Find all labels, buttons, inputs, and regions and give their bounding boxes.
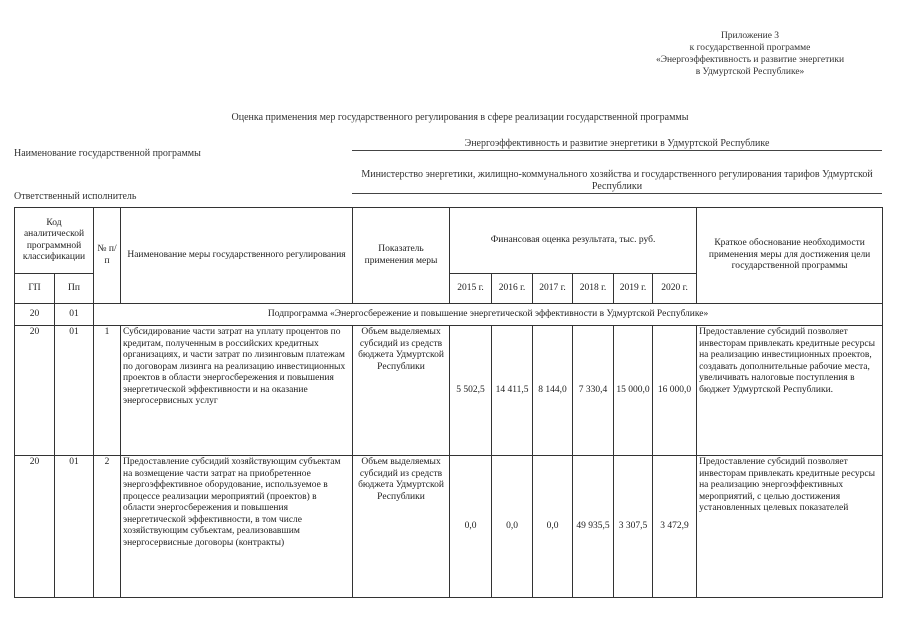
- appendix-block: [600, 30, 900, 78]
- header-year: 2015 г.: [450, 274, 492, 304]
- row-value: 3 307,5: [614, 456, 653, 598]
- executor-label: Ответственный исполнитель: [14, 191, 137, 202]
- header-indicator: Показатель применения меры: [353, 208, 450, 304]
- subprogram-pp: 01: [55, 304, 94, 326]
- row-value: 15 000,0: [614, 326, 653, 456]
- header-year: 2018 г.: [573, 274, 614, 304]
- row-pp: 01: [55, 456, 94, 598]
- row-value: 14 411,5: [492, 326, 533, 456]
- row-indicator: Объем выделяемых субсидий из средств бюджета Удмуртской Республики: [353, 326, 450, 456]
- appendix-line-3: «Энергоэффективность и развитие энергетики: [655, 55, 845, 65]
- header-justification: Краткое обоснование необходимости применения меры для достижения цели государственной программы: [697, 208, 883, 304]
- program-value: Энергоэффективность и развитие энергетики в Удмуртской Республике: [352, 138, 882, 151]
- row-value: 7 330,4: [573, 326, 614, 456]
- subprogram-row: [15, 304, 883, 326]
- row-value: 16 000,0: [653, 326, 697, 456]
- header-year: 2016 г.: [492, 274, 533, 304]
- row-justification: Предоставление субсидий позволяет инвесторам привлекать кредитные ресурсы на реализацию энергоэффективных мероприятий, с целью достижения установленных целевых показателей: [697, 456, 883, 598]
- row-pp: 01: [55, 326, 94, 456]
- row-no: 1: [94, 326, 121, 456]
- row-value: 0,0: [492, 456, 533, 598]
- measures-table: [14, 207, 883, 598]
- row-gp: 20: [15, 456, 55, 598]
- table-row: [15, 456, 883, 598]
- executor-value: Министерство энергетики, жилищно-коммунального хозяйства и государственного регулирования тарифов Удмуртской Республики: [352, 169, 882, 194]
- header-measure: Наименование меры государственного регулирования: [121, 208, 353, 304]
- row-no: 2: [94, 456, 121, 598]
- header-gp: ГП: [15, 274, 55, 304]
- row-value: 3 472,9: [653, 456, 697, 598]
- program-label: Наименование государственной программы: [14, 148, 201, 159]
- header-year: 2017 г.: [533, 274, 573, 304]
- row-value: 49 935,5: [573, 456, 614, 598]
- appendix-line-2: к государственной программе: [689, 43, 811, 53]
- row-value: 0,0: [450, 456, 492, 598]
- header-year: 2020 г.: [653, 274, 697, 304]
- header-no: № п/п: [94, 208, 121, 304]
- header-pp: Пп: [55, 274, 94, 304]
- header-finance: Финансовая оценка результата, тыс. руб.: [450, 208, 697, 274]
- row-value: 0,0: [533, 456, 573, 598]
- header-year: 2019 г.: [614, 274, 653, 304]
- row-justification: Предоставление субсидий позволяет инвесторам привлекать кредитные ресурсы на реализацию инвестиционных проектов, создавать дополнительные рабочие места, увеличивать налоговые поступления в бюджет Удмуртской Республики.: [697, 326, 883, 456]
- header-code: Код аналитической программной классификации: [15, 208, 94, 274]
- appendix-line-4: в Удмуртской Республике»: [695, 67, 805, 77]
- row-measure: Предоставление субсидий хозяйствующим субъектам на возмещение части затрат на приобретенное энергоэффективное оборудование, используемое в процессе реализации мероприятий (проектов) в области энергосбережения и повышения энергетической эффективности, в том числе хозяйствующим субъектам, реализовавшим энергосервисные договоры (контракты): [121, 456, 353, 598]
- row-value: 8 144,0: [533, 326, 573, 456]
- row-value: 5 502,5: [450, 326, 492, 456]
- document-title: Оценка применения мер государственного регулирования в сфере реализации государственной программы: [231, 112, 689, 123]
- row-gp: 20: [15, 326, 55, 456]
- subprogram-gp: 20: [15, 304, 55, 326]
- appendix-line-1: Приложение 3: [720, 31, 780, 41]
- row-measure: Субсидирование части затрат на уплату процентов по кредитам, полученным в российских кредитных организациях, и части затрат по лизинговым платежам по договорам лизинга на реализацию инвестиционных проектов в области энергосбережения и повышения энергетической эффективности и на оказание энергосервисных услуг: [121, 326, 353, 456]
- row-indicator: Объем выделяемых субсидий из средств бюджета Удмуртской Республики: [353, 456, 450, 598]
- subprogram-title: Подпрограмма «Энергосбережение и повышение энергетической эффективности в Удмуртской Республике»: [94, 304, 883, 326]
- table-row: [15, 326, 883, 456]
